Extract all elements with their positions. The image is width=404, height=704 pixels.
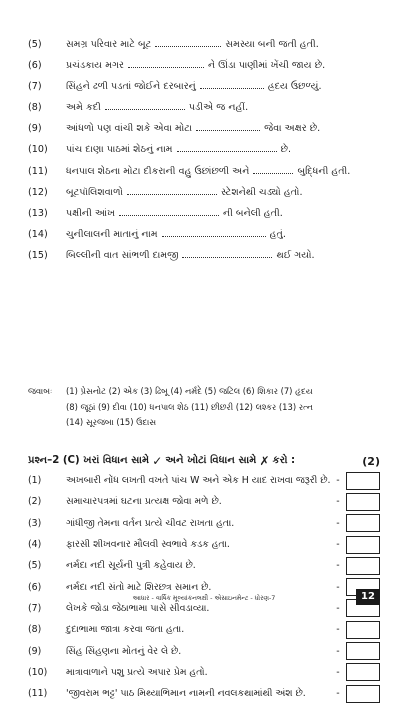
item-number: (6) [28,581,42,593]
fill-row [28,203,380,224]
answer-text: (1) પ્રેસનોટ (2) એક (3) ઢિબૂ (4) નર્મદે (5) જટિલ (6) શિકાર (7) હૃદય [66,386,313,396]
item-number: (15) [28,249,48,261]
dash: - [336,666,340,678]
dash: - [336,688,340,700]
question-heading [28,453,380,469]
fill-row [28,97,380,118]
sentence-start: પાંચ દાણા પાઠમાં શેઠનું નામ [66,144,173,156]
answer-box[interactable] [346,685,380,703]
dash: - [336,645,340,657]
sentence-start: આંધળો પણ વાંચી શકે એવા મોટા [66,123,193,135]
item-number: (7) [28,602,42,614]
statement-text: નર્મદા નદી સૂર્યની પુત્રી કહેવાય છે. [66,560,196,572]
sentence-start: પક્ષીની આંખ [66,207,115,219]
item-number: (8) [28,624,42,636]
answer-box[interactable] [346,472,380,490]
item-number: (2) [28,496,42,508]
page-number-badge: 12 [356,589,380,605]
answer-box[interactable] [346,621,380,639]
question-end: કરો : [272,455,296,466]
fill-row [28,118,380,139]
true-false-row [28,470,380,491]
fill-row [28,55,380,76]
question-label: પ્રશ્ન–2 (C) ખરાં વિધાન સામે [28,455,150,466]
item-number: (9) [28,645,42,657]
statement-text: ફારસી શીખવનાર મૌલવી સ્વભાવે કડક હતા. [66,539,230,551]
sentence-end: હ્રદય ઉછળ્યું. [267,81,322,93]
sentence-end: પડીએ જ નહીં. [188,102,249,114]
item-number: (12) [28,186,48,198]
statement-text: 'જીવરામ ભટ્ટ' પાઠ મિથ્યાભિમાન નામની નવલકથામાંથી અંશ છે. [66,688,306,700]
answer-box[interactable] [346,663,380,681]
true-false-row [28,534,380,555]
cross-icon: ✗ [259,454,270,468]
dash: - [336,581,340,593]
answer-line [28,415,380,431]
sentence-start: ચુનીલાલની માતાનું નામ [66,228,158,240]
fill-row [28,76,380,97]
true-false-row [28,555,380,576]
answer-box[interactable] [346,536,380,554]
item-number: (3) [28,517,42,529]
sentence-end: ની બનેલી હતી. [222,207,283,219]
answer-box[interactable] [346,514,380,532]
blank-line [119,207,219,216]
item-number: (1) [28,475,42,487]
item-number: (11) [28,165,48,177]
true-false-row [28,683,380,704]
item-number: (10) [28,666,48,678]
blank-line [182,249,272,258]
item-number: (5) [28,39,42,50]
item-number: (9) [28,123,42,135]
sentence-start: સમગ્ર પરિવાર માટે બૂટ [66,39,152,50]
statement-text: દુદાભામા જાત્રા કરવા જતા હતા. [66,624,185,636]
statement-text: સિંહ સિંહણના મોતનું વેર લે છે. [66,645,182,657]
sentence-end: જેવા અક્ષર છે. [264,123,321,135]
true-false-row [28,640,380,661]
dash: - [336,624,340,636]
statement-text: અખબારી નોંધ લખતી વખતે પાંચ W અને એક H યાદ રાખવા જરૂરી છે. [66,475,331,487]
true-false-list [28,470,380,704]
answer-text: (14) સૂરજબા (15) ઉદાસ [66,417,157,427]
true-false-row [28,491,380,512]
item-number: (7) [28,81,42,93]
marks-label: (2) [362,454,380,468]
answer-key [28,384,380,431]
dash: - [336,539,340,551]
blank-line [128,59,204,68]
statement-text: માત્રાવાળાને પશુ પ્રત્યે અપાર પ્રેમ હતો. [66,666,208,678]
item-number: (5) [28,560,42,572]
sentence-start: સિંહને ઢળી પડતાં જોઈને દરબારનું [66,81,196,93]
dash: - [336,496,340,508]
blank-line [127,186,217,195]
answer-line [28,400,380,416]
blank-line [162,228,266,237]
sentence-start: અમે કદી [66,102,101,114]
sentence-start: બિલ્લીની વાત સાંભળી દામજી [66,249,179,261]
dash: - [336,602,340,614]
answer-box[interactable] [346,642,380,660]
blank-line [200,80,264,89]
fill-row [28,245,380,266]
true-false-row [28,513,380,534]
sentence-end: છે. [280,144,292,156]
fill-row [28,182,380,203]
question-middle: અને ખોટાં વિધાન સામે [165,455,257,466]
answer-text: (8) જૂઠાં (9) દીવા (10) ધનપાલ શેઠ (11) છીછરી (12) લશ્કર (13) રત્ન [66,401,313,412]
item-number: (8) [28,102,42,114]
sentence-start: ધનપાલ શેઠના મોટા દીકરાની વહુ ઉછાંછળી અને [66,165,250,177]
fill-row [28,224,380,245]
fill-in-blanks-list [28,34,380,266]
item-number: (11) [28,688,48,700]
sentence-start: બૂટપૉલિશવાળો [66,186,124,198]
dash: - [336,560,340,572]
answer-box[interactable] [346,557,380,575]
sentence-end: સમસ્યા બની જતી હતી. [225,39,319,50]
statement-text: લેખકે જોડા જેઠાભામા પાસે સીવડાવ્યા. [66,602,210,614]
tick-icon: ✓ [152,454,163,468]
answer-box[interactable] [346,493,380,511]
statement-text: સમાચારપત્રમાં ઘટના પ્રત્યક્ષ જોવા મળે છે. [66,496,222,508]
item-number: (10) [28,144,48,156]
item-number: (4) [28,539,42,551]
true-false-row [28,619,380,640]
item-number: (14) [28,228,48,240]
blank-line [253,165,293,174]
sentence-end: થઈ ગયો. [276,249,315,261]
sentence-end: ને ઊંડા પાણીમાં ખેંચી જાય છે. [207,60,326,72]
item-number: (13) [28,207,48,219]
answer-label: જવાબઃ [28,386,53,396]
sentence-end: બુદ્ધિની હતી. [297,165,351,177]
statement-text: ગાંધીજી તેમના વર્તન પ્રત્યે ચીવટ રાખતા હતા. [66,517,235,529]
fill-row [28,161,380,182]
sentence-end: સ્ટેશનેથી ચડ્યો હતો. [221,186,303,198]
blank-line [177,143,277,152]
item-number: (6) [28,60,42,72]
statement-text: નર્મદા નદી સંતો માટે શિરછત્ર સમાન છે. [66,581,212,593]
page-footer: આધાર - વાર્ષિક મૂલ્યાંકનલક્ષી - એસાઇનમેન્ટ - ધોરણ-7 [132,593,276,602]
blank-line [105,101,185,110]
blank-line [155,38,221,47]
blank-line [196,122,260,131]
sentence-start: પ્રચંડકાય મગર [66,60,124,72]
dash: - [336,475,340,487]
fill-row [28,139,380,160]
answer-line [28,384,380,400]
sentence-end: હતું. [269,228,286,240]
fill-row [28,34,380,55]
dash: - [336,517,340,529]
true-false-row [28,662,380,683]
